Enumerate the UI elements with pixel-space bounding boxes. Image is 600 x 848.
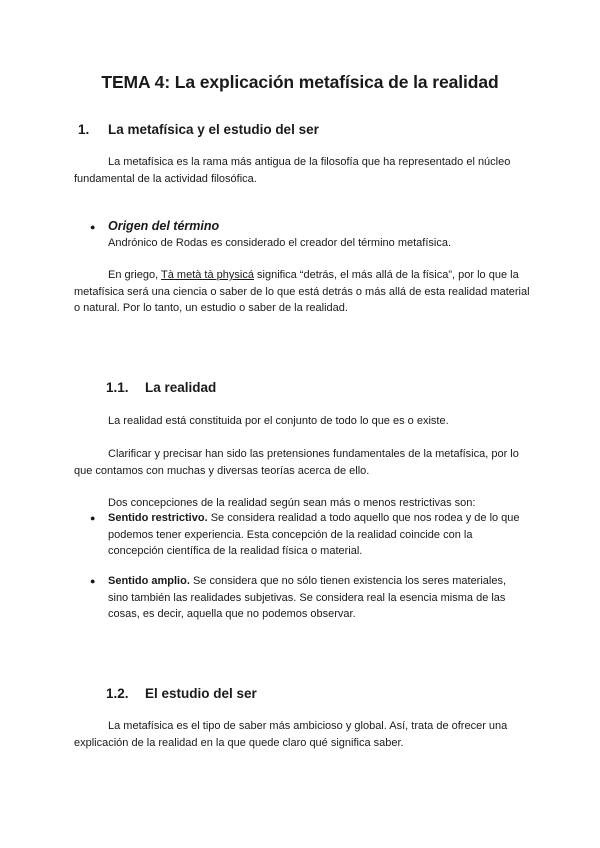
term: Sentido restrictivo.	[108, 512, 208, 524]
section-title: La metafísica y el estudio del ser	[108, 122, 319, 137]
list-item-restrictivo	[108, 510, 528, 560]
section-1-heading	[78, 122, 319, 137]
paragraph: Andrónico de Rodas es considerado el creador del término metafísica.	[108, 237, 452, 249]
section-1-2-heading	[106, 686, 257, 701]
bullet-icon: ●	[90, 513, 96, 523]
paragraph: Clarificar y precisar han sido las pretensiones fundamentales de la metafísica, por lo que contamos con muchas y diversas teorías acerca de ello.	[74, 448, 519, 477]
document-title: TEMA 4: La explicación metafísica de la realidad	[101, 72, 499, 92]
paragraph: La metafísica es el tipo de saber más ambicioso y global. Así, trata de ofrecer una explicación de la realidad en la que quede claro qué significa saber.	[74, 720, 508, 749]
greek-term: Tà metà tà physicá	[161, 269, 254, 281]
paragraph: La metafísica es la rama más antigua de la filosofía que ha representado el núcleo fundamental de la actividad filosófica.	[74, 156, 511, 185]
section-1-1-heading	[106, 380, 216, 395]
subheading-origen: Origen del término	[108, 219, 220, 233]
bullet-icon: ●	[90, 222, 96, 232]
term: Sentido amplio.	[108, 575, 190, 587]
section-number: 1.2.	[106, 686, 129, 701]
text-run: En griego,	[108, 269, 162, 281]
section-number: 1.	[78, 122, 90, 137]
paragraph-greek	[74, 267, 536, 317]
text-run: significa “detrás, el más allá de la física”, por lo que la metafísica será una ciencia o saber de lo que está detrás o más allá de esta realidad material o natural. Por lo tanto, un estudio o saber de la realidad.	[74, 269, 530, 314]
text-run: Se considera que no sólo tienen existencia los seres materiales, sino también las realidades subjetivas. Se considera real la esencia misma de las cosas, es decir, aquella que no podemos observar.	[108, 575, 507, 620]
list-item-amplio	[108, 573, 528, 623]
text-run: Se considera realidad a todo aquello que nos rodea y de lo que podemos tener experiencia. Esta concepción de la realidad coincide con la concepción científica de la realidad física o material.	[108, 512, 520, 557]
section-number: 1.1.	[106, 380, 129, 395]
section-title: El estudio del ser	[145, 686, 257, 701]
paragraph: Dos concepciones de la realidad según sean más o menos restrictivas son:	[108, 497, 476, 509]
section-title: La realidad	[145, 380, 217, 395]
paragraph: La realidad está constituida por el conjunto de todo lo que es o existe.	[108, 415, 449, 427]
bullet-icon: ●	[90, 576, 96, 586]
